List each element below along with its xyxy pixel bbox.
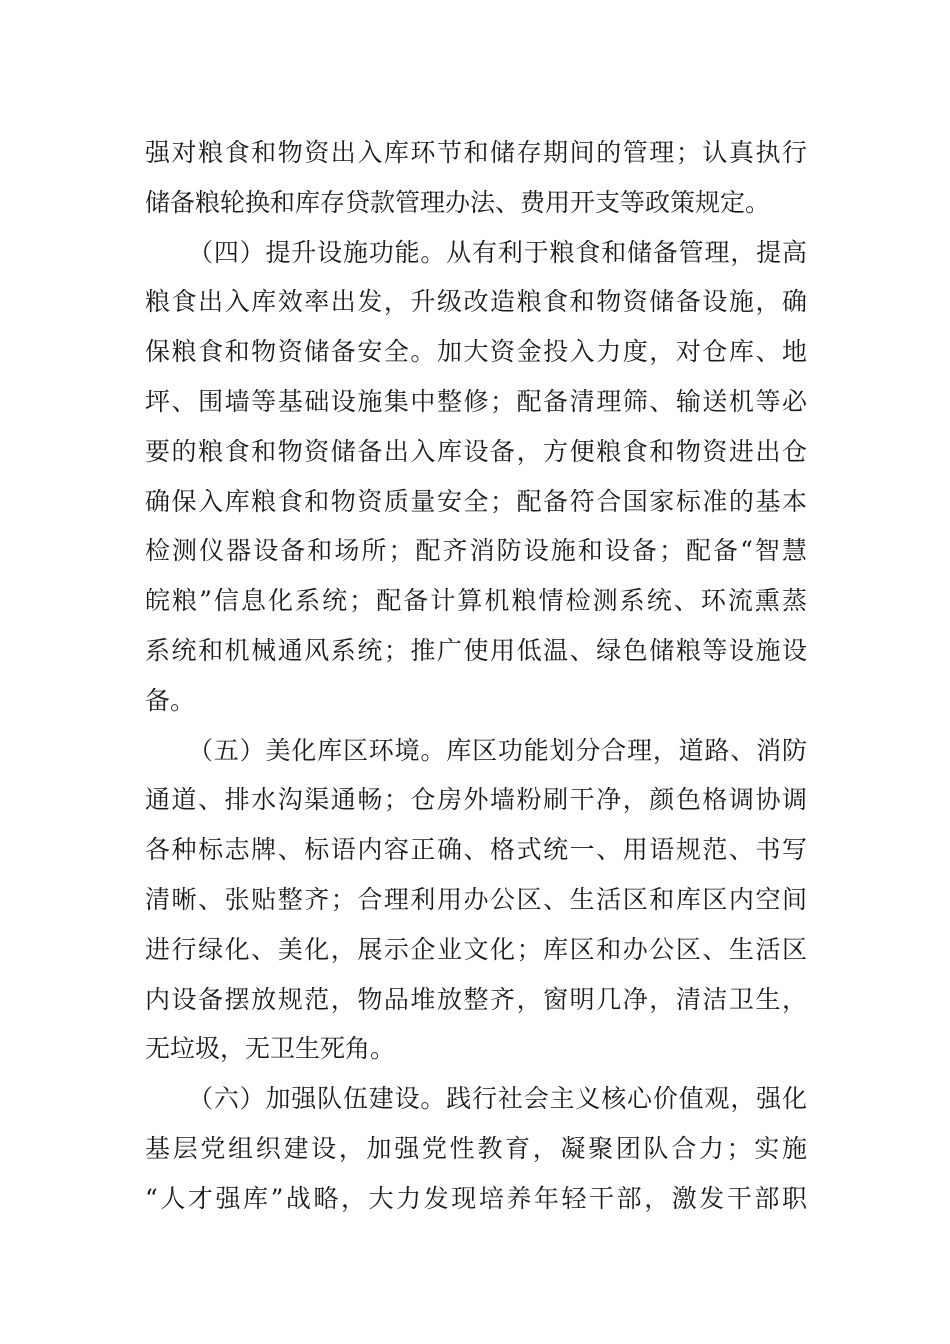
text-line: 强对粮食和物资出入库环节和储存期间的管理；认真执行 bbox=[145, 138, 807, 167]
text-line: （六）加强队伍建设。践行社会主义核心价值观，强化 bbox=[188, 1084, 807, 1114]
text-line: 进行绿化、美化，展示企业文化；库区和办公区、生活区 bbox=[145, 934, 807, 964]
text-line: 无垃圾，无卫生死角。 bbox=[145, 1034, 396, 1064]
text-line: 粮食出入库效率出发，升级改造粮食和物资储备设施，确 bbox=[145, 287, 807, 317]
text-line: 通道、排水沟渠通畅；仓房外墙粉刷干净，颜色格调协调 bbox=[145, 785, 807, 815]
text-line: 要的粮食和物资储备出入库设备，方便粮食和物资进出仓 bbox=[145, 436, 807, 466]
text-line: （五）美化库区环境。库区功能划分合理，道路、消防 bbox=[188, 735, 807, 765]
text-line: 备。 bbox=[145, 685, 196, 715]
text-line: 坪、围墙等基础设施集中整修；配备清理筛、输送机等必 bbox=[145, 386, 807, 416]
text-line: 清晰、张贴整齐；合理利用办公区、生活区和库区内空间 bbox=[145, 884, 807, 914]
text-line: 保粮食和物资储备安全。加大资金投入力度，对仓库、地 bbox=[145, 337, 807, 367]
text-line: “人才强库”战略，大力发现培养年轻干部，激发干部职 bbox=[145, 1183, 807, 1213]
text-line: 确保入库粮食和物资质量安全；配备符合国家标准的基本 bbox=[145, 486, 807, 516]
text-line: 皖粮”信息化系统；配备计算机粮情检测系统、环流熏蒸 bbox=[145, 586, 807, 616]
text-line: （四）提升设施功能。从有利于粮食和储备管理，提高 bbox=[188, 237, 807, 267]
text-line: 内设备摆放规范，物品堆放整齐，窗明几净，清洁卫生， bbox=[145, 984, 807, 1014]
text-line: 检测仪器设备和场所；配齐消防设施和设备；配备“智慧 bbox=[145, 536, 807, 566]
text-line: 储备粮轮换和库存贷款管理办法、费用开支等政策规定。 bbox=[145, 187, 771, 217]
document-body bbox=[145, 128, 807, 1224]
text-line: 基层党组织建设，加强党性教育，凝聚团队合力；实施 bbox=[145, 1133, 807, 1163]
text-line: 系统和机械通风系统；推广使用低温、绿色储粮等设施设 bbox=[145, 635, 807, 665]
text-line: 各种标志牌、标语内容正确、格式统一、用语规范、书写 bbox=[145, 835, 807, 865]
